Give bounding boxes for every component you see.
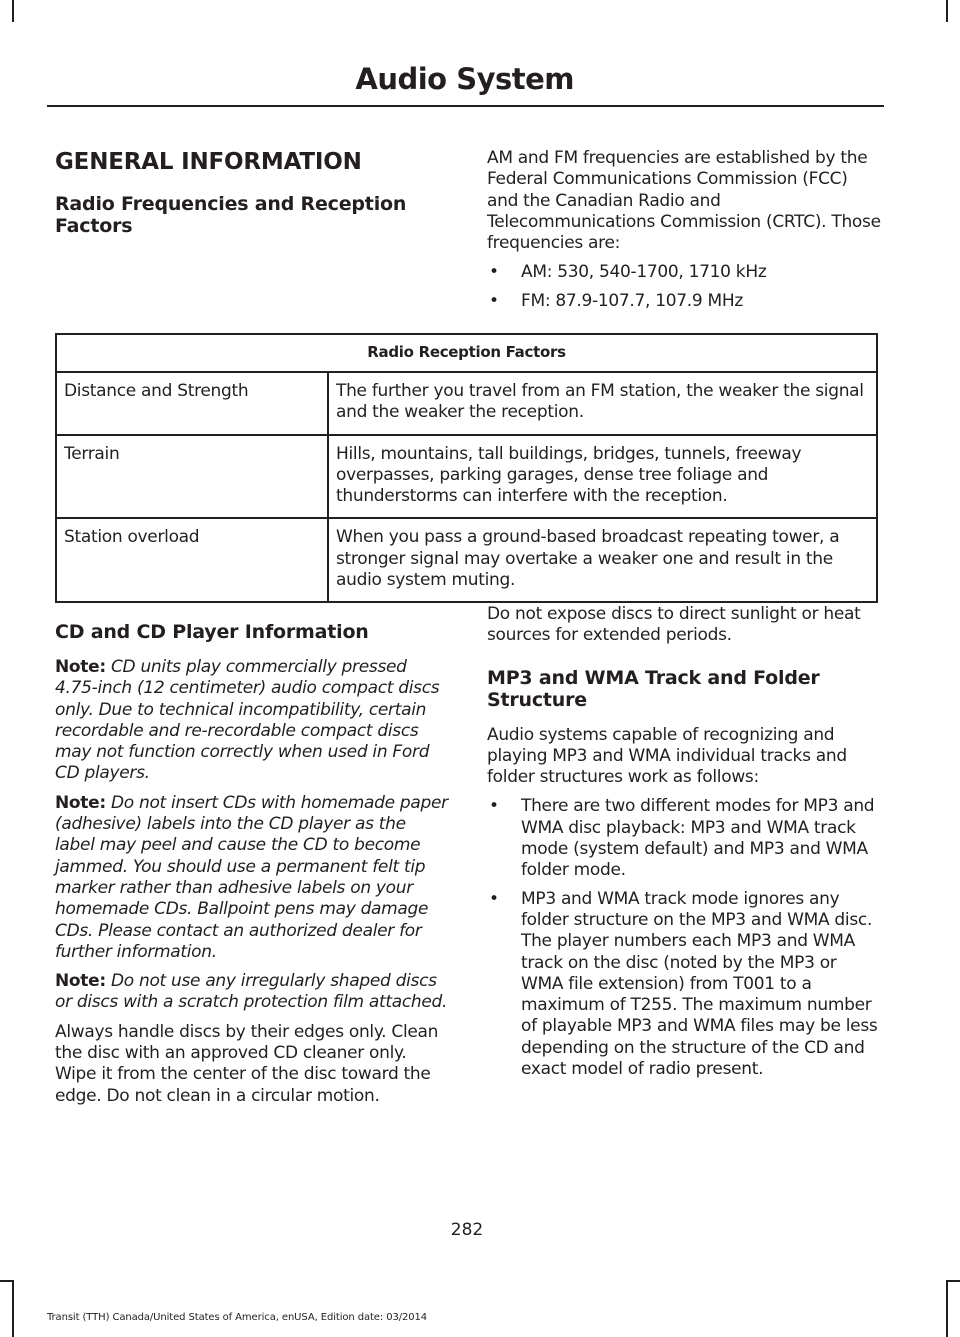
- mp3-heading: MP3 and WMA Track and Folder Structure: [487, 666, 820, 711]
- mp3-mode-list: [487, 796, 882, 1080]
- table-row: [56, 518, 877, 602]
- radio-reception-table: [55, 333, 878, 603]
- bullet-icon: •: [489, 796, 499, 817]
- note: Note: Do not insert CDs with homemade paper (adhesive) labels into the CD player as the label may peel and cause the CD to become jammed. You should use a permanent felt tip marker rather than adhesive labels on your homemade CDs. Ballpoint pens may damage CDs. Please contact an authorized dealer for further information.: [55, 792, 448, 962]
- general-heading: GENERAL INFORMATION: [55, 149, 362, 175]
- list-item: • AM: 530, 540-1700, 1710 kHz: [489, 262, 767, 283]
- crop-mark-top-left: [12, 0, 14, 22]
- factor-cell: Station overload: [56, 518, 328, 602]
- general-info-left: [55, 149, 455, 237]
- radio-frequencies-heading: Radio Frequencies and Reception Factors: [55, 193, 407, 237]
- cd-heading: CD and CD Player Information: [55, 621, 369, 643]
- description-cell: When you pass a ground-based broadcast repeating tower, a stronger signal may overtake a weaker one and result in the audio system muting.: [328, 518, 877, 602]
- description-cell: The further you travel from an FM station, the weaker the signal and the weaker the reception.: [328, 372, 877, 435]
- page-number: 282: [450, 1220, 484, 1240]
- list-item: • There are two different modes for MP3 and WMA disc playback: MP3 and WMA track mode (system default) and MP3 and WMA folder mode.: [489, 796, 875, 881]
- bullet-icon: •: [489, 888, 499, 909]
- general-info-right: [487, 148, 882, 319]
- sunlight-text: Do not expose discs to direct sunlight or heat sources for extended periods.: [487, 604, 861, 646]
- list-item: • MP3 and WMA track mode ignores any folder structure on the MP3 and WMA disc. The player numbers each MP3 and WMA track on the disc (noted by the MP3 or WMA file extension) from T001 to a maximum of T255. The maximum number of playable MP3 and WMA files may be less depending on the structure of the CD and exact model of radio present.: [489, 888, 878, 1080]
- frequencies-intro: AM and FM frequencies are established by the Federal Communications Commission (FCC) and the Canadian Radio and Telecommunications Commission (CRTC). Those frequencies are:: [487, 148, 881, 254]
- mp3-intro: Audio systems capable of recognizing and playing MP3 and WMA individual tracks and folder structures work as follows:: [487, 724, 847, 788]
- bullet-icon: •: [489, 262, 499, 283]
- frequency-list: [487, 262, 882, 312]
- factor-cell: Terrain: [56, 435, 328, 519]
- description-cell: Hills, mountains, tall buildings, bridges, tunnels, freeway overpasses, parking garages, dense tree foliage and thunderstorms can interfere with the reception.: [328, 435, 877, 519]
- table-row: [56, 372, 877, 435]
- header-rule: [47, 105, 884, 107]
- section-title: Audio System: [355, 62, 574, 96]
- bullet-icon: •: [489, 290, 499, 311]
- disc-handling-text: Always handle discs by their edges only. Clean the disc with an approved CD cleaner only. Wipe it from the center of the disc toward the edge. Do not clean in a circular motion.: [55, 1021, 439, 1106]
- list-item: • FM: 87.9-107.7, 107.9 MHz: [489, 290, 743, 311]
- cd-section: [55, 621, 450, 1107]
- note: Note: Do not use any irregularly shaped discs or discs with a scratch protection film attached.: [55, 971, 448, 1013]
- crop-mark-bottom-right-h: [946, 1280, 960, 1282]
- table-row: [56, 435, 877, 519]
- crop-mark-bottom-right: [946, 1280, 948, 1337]
- crop-mark-top-right: [946, 0, 948, 22]
- factor-cell: Distance and Strength: [56, 372, 328, 435]
- note: Note: CD units play commercially pressed 4.75-inch (12 centimeter) audio compact discs only. Due to technical incompatibility, certain recordable and re-recordable compact discs may not function correctly when used in Ford CD players.: [55, 657, 440, 784]
- table-title: Radio Reception Factors: [56, 334, 877, 372]
- crop-mark-bottom-left-h: [0, 1280, 14, 1282]
- crop-mark-bottom-left: [12, 1280, 14, 1337]
- cd-mp3-right: [487, 604, 882, 1087]
- edition-footer: Transit (TTH) Canada/United States of America, enUSA, Edition date: 03/2014: [47, 1312, 428, 1323]
